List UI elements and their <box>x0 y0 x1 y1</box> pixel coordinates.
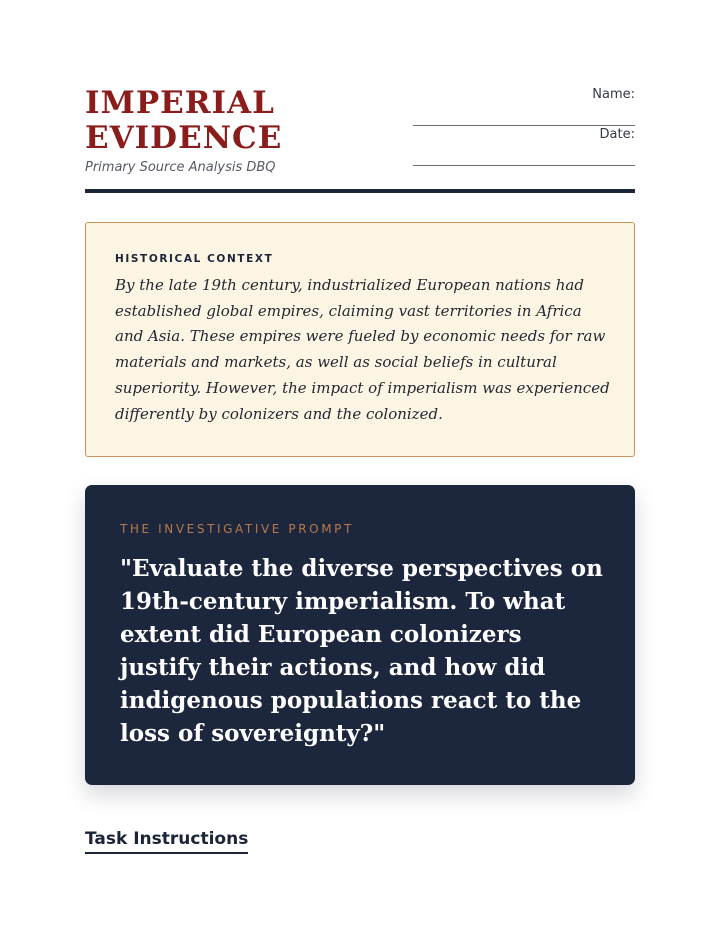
investigative-prompt-card <box>85 485 635 785</box>
historical-context-box <box>85 222 635 457</box>
prompt-question: "Evaluate the diverse perspectives on 19th-century imperialism. To what extent did European colonizers justify their actions, and how did indigenous populations react to the loss of sovereignty?" <box>120 555 603 747</box>
worksheet-header <box>85 86 635 194</box>
date-field[interactable] <box>413 126 635 166</box>
task-instructions-heading: Task Instructions <box>85 829 248 854</box>
student-info-fields <box>413 86 635 166</box>
page-subtitle: Primary Source Analysis DBQ <box>85 160 276 175</box>
name-field[interactable] <box>413 86 635 126</box>
title-line-2: EVIDENCE <box>85 120 283 156</box>
context-heading: HISTORICAL CONTEXT <box>115 253 274 265</box>
header-divider <box>85 189 635 193</box>
prompt-label: THE INVESTIGATIVE PROMPT <box>120 522 354 536</box>
context-body: By the late 19th century, industrialized European nations had established global empires, claiming vast territories in Africa and Asia. These empires were fueled by economic needs for raw materials and markets, as well as social beliefs in cultural superiority. However, the impact of imperialism was experienced differently by colonizers and the colonized. <box>115 276 610 423</box>
title-line-1: IMPERIAL <box>85 85 275 121</box>
date-label: Date: <box>599 127 635 142</box>
name-label: Name: <box>592 87 635 102</box>
page-title <box>85 86 385 156</box>
worksheet-page <box>85 0 635 932</box>
